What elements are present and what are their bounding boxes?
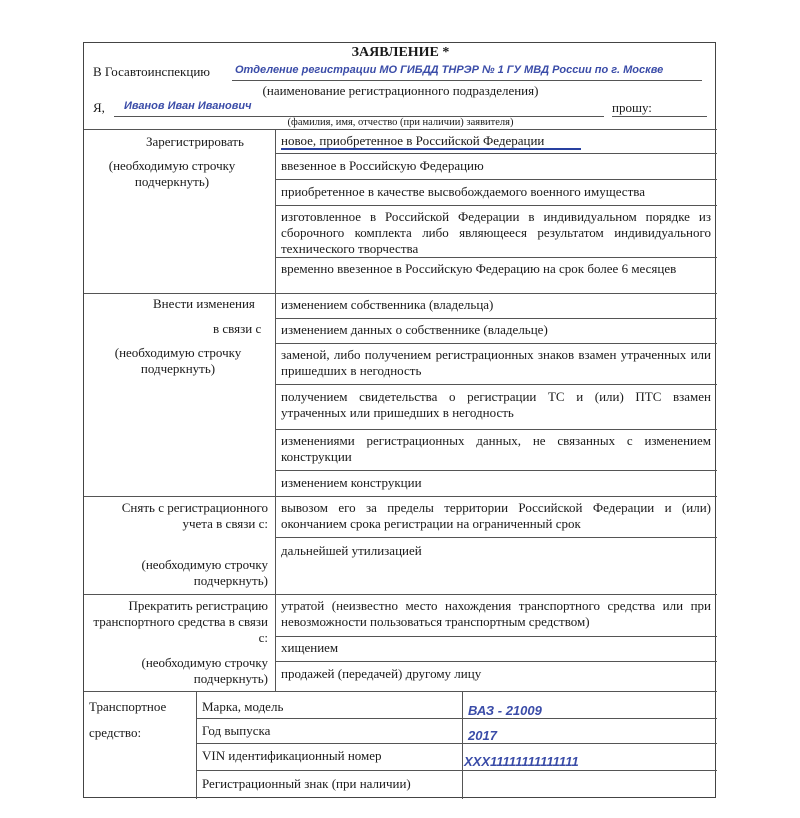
gai-label: В Госавтоинспекцию — [93, 64, 210, 79]
changes-option-3[interactable]: заменой, либо получением регистрационных знаков взамен утраченных или пришедших в негодность — [281, 347, 711, 378]
applicant-name[interactable]: Иванов Иван Иванович — [124, 100, 252, 112]
applicant-caption: (фамилия, имя, отчество (при наличии) заявителя) — [287, 117, 514, 128]
changes-option-6[interactable]: изменением конструкции — [281, 475, 422, 490]
deregister-label: Снять с регистрационного учета в связи с: — [121, 500, 268, 531]
form-title: ЗАЯВЛЕНИЕ * — [351, 45, 450, 60]
register-option-2[interactable]: ввезенное в Российскую Федерацию — [281, 158, 484, 173]
vehicle-row-2-label: Год выпуска — [202, 723, 271, 738]
register-option-3[interactable]: приобретенное в качестве высвобождаемого военного имущества — [281, 184, 645, 199]
register-hint: (необходимую строчку подчеркнуть) — [108, 158, 236, 189]
request-label: прошу: — [612, 100, 652, 115]
changes-option-4[interactable]: получением свидетельства о регистрации ТС и (или) ПТС взамен утраченных или пришедших в негодность — [281, 389, 711, 420]
application-form — [83, 42, 716, 798]
changes-option-5[interactable]: изменениями регистрационных данных, не связанных с изменением конструкции — [281, 433, 711, 464]
deregister-option-1[interactable]: вывозом его за пределы территории Российской Федерации и (или) окончанием срока регистрации на ограниченный срок — [281, 500, 711, 531]
changes-label: Внести изменения — [153, 296, 255, 311]
register-option-1[interactable]: новое, приобретенное в Российской Федерации — [281, 133, 545, 148]
terminate-option-2[interactable]: хищением — [281, 640, 339, 655]
applicant-label: Я, — [93, 100, 105, 115]
terminate-hint: (необходимую строчку подчеркнуть) — [141, 655, 268, 686]
vehicle-year-value[interactable]: 2017 — [468, 728, 497, 743]
changes-hint: (необходимую строчку подчеркнуть) — [114, 345, 242, 376]
gai-value[interactable]: Отделение регистрации МО ГИБДД ТНРЭР № 1 ГУ МВД России по г. Москве — [235, 64, 664, 76]
terminate-option-1[interactable]: утратой (неизвестно место нахождения транспортного средства или при невозможности пользоваться транспортным средством) — [281, 598, 711, 629]
vehicle-row-3-label: VIN идентификационный номер — [202, 748, 382, 763]
vehicle-row-1-label: Марка, модель — [202, 699, 284, 714]
register-option-5[interactable]: временно ввезенное в Российскую Федерацию на срок более 6 месяцев — [281, 261, 677, 276]
vehicle-label-2: средство: — [89, 725, 142, 740]
register-option-4[interactable]: изготовленное в Российской Федерации в индивидуальном порядке из сборочного комплекта либо являющееся результатом индивидуального технического творчества — [281, 209, 711, 256]
changes-option-2[interactable]: изменением данных о собственнике (владельце) — [281, 322, 548, 337]
register-label: Зарегистрировать — [146, 134, 244, 149]
selected-underline — [281, 148, 581, 150]
vehicle-label: Транспортное — [89, 699, 167, 714]
changes-label-2: в связи с — [213, 321, 262, 336]
deregister-hint: (необходимую строчку подчеркнуть) — [141, 557, 268, 588]
terminate-label: Прекратить регистрацию транспортного средства в связи с: — [93, 598, 268, 645]
changes-option-1[interactable]: изменением собственника (владельца) — [281, 297, 494, 312]
deregister-option-2[interactable]: дальнейшей утилизацией — [281, 543, 422, 558]
vehicle-vin-value[interactable]: XXX11111111111111 — [464, 754, 579, 769]
gai-caption: (наименование регистрационного подразделения) — [262, 83, 539, 98]
terminate-option-3[interactable]: продажей (передачей) другому лицу — [281, 666, 482, 681]
vehicle-make-value[interactable]: ВАЗ - 21009 — [468, 703, 542, 718]
vehicle-row-4-label: Регистрационный знак (при наличии) — [202, 776, 411, 791]
